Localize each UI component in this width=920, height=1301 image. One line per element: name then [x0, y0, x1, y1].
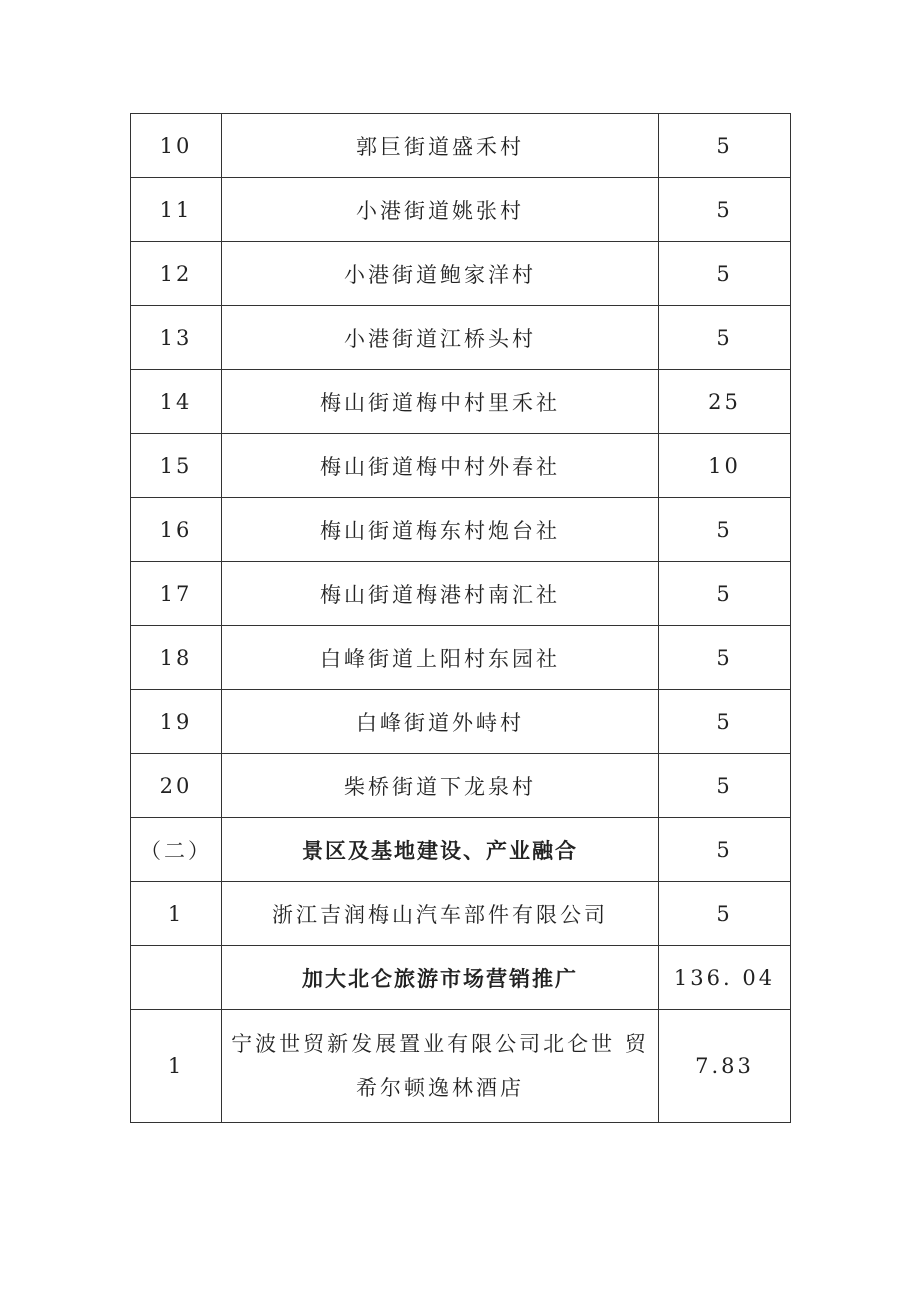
row-amount: 5 — [659, 498, 791, 562]
row-amount: 7.83 — [659, 1010, 791, 1123]
row-number: 14 — [131, 370, 222, 434]
table-row — [131, 306, 791, 370]
row-name: 宁波世贸新发展置业有限公司北仑世 贸希尔顿逸林酒店 — [222, 1010, 659, 1123]
row-number: 20 — [131, 754, 222, 818]
table-row — [131, 690, 791, 754]
section-row — [131, 818, 791, 882]
row-amount: 10 — [659, 434, 791, 498]
section-title: 加大北仑旅游市场营销推广 — [222, 946, 659, 1010]
table-row — [131, 626, 791, 690]
section-title: 景区及基地建设、产业融合 — [222, 818, 659, 882]
row-number: 1 — [131, 882, 222, 946]
row-amount: 5 — [659, 754, 791, 818]
row-number: 16 — [131, 498, 222, 562]
table-row — [131, 498, 791, 562]
row-name: 柴桥街道下龙泉村 — [222, 754, 659, 818]
row-amount: 5 — [659, 306, 791, 370]
row-name: 白峰街道上阳村东园社 — [222, 626, 659, 690]
row-number: 17 — [131, 562, 222, 626]
row-amount: 5 — [659, 882, 791, 946]
row-name: 浙江吉润梅山汽车部件有限公司 — [222, 882, 659, 946]
table-row — [131, 178, 791, 242]
row-name: 小港街道姚张村 — [222, 178, 659, 242]
row-name: 小港街道鲍家洋村 — [222, 242, 659, 306]
row-amount: 5 — [659, 114, 791, 178]
row-name: 梅山街道梅中村里禾社 — [222, 370, 659, 434]
row-number: 1 — [131, 1010, 222, 1123]
row-number: 11 — [131, 178, 222, 242]
row-amount: 5 — [659, 690, 791, 754]
table-row — [131, 882, 791, 946]
row-name: 梅山街道梅港村南汇社 — [222, 562, 659, 626]
row-number: 13 — [131, 306, 222, 370]
allocation-table — [130, 113, 791, 1123]
row-name: 白峰街道外峙村 — [222, 690, 659, 754]
row-number: 19 — [131, 690, 222, 754]
row-amount: 5 — [659, 626, 791, 690]
row-amount: 5 — [659, 178, 791, 242]
section-row — [131, 946, 791, 1010]
row-name: 小港街道江桥头村 — [222, 306, 659, 370]
row-amount: 5 — [659, 562, 791, 626]
section-amount: 136. 04 — [659, 946, 791, 1010]
row-number: 10 — [131, 114, 222, 178]
row-number: 15 — [131, 434, 222, 498]
row-name: 郭巨街道盛禾村 — [222, 114, 659, 178]
table-row — [131, 562, 791, 626]
row-number: 12 — [131, 242, 222, 306]
table-row — [131, 370, 791, 434]
section-amount: 5 — [659, 818, 791, 882]
table-row — [131, 114, 791, 178]
table-row — [131, 242, 791, 306]
table-row — [131, 434, 791, 498]
table-row — [131, 754, 791, 818]
row-number: 18 — [131, 626, 222, 690]
table-row — [131, 1010, 791, 1123]
section-number: （二） — [131, 818, 222, 882]
section-number — [131, 946, 222, 1010]
row-amount: 25 — [659, 370, 791, 434]
row-name: 梅山街道梅中村外春社 — [222, 434, 659, 498]
row-amount: 5 — [659, 242, 791, 306]
row-name: 梅山街道梅东村炮台社 — [222, 498, 659, 562]
